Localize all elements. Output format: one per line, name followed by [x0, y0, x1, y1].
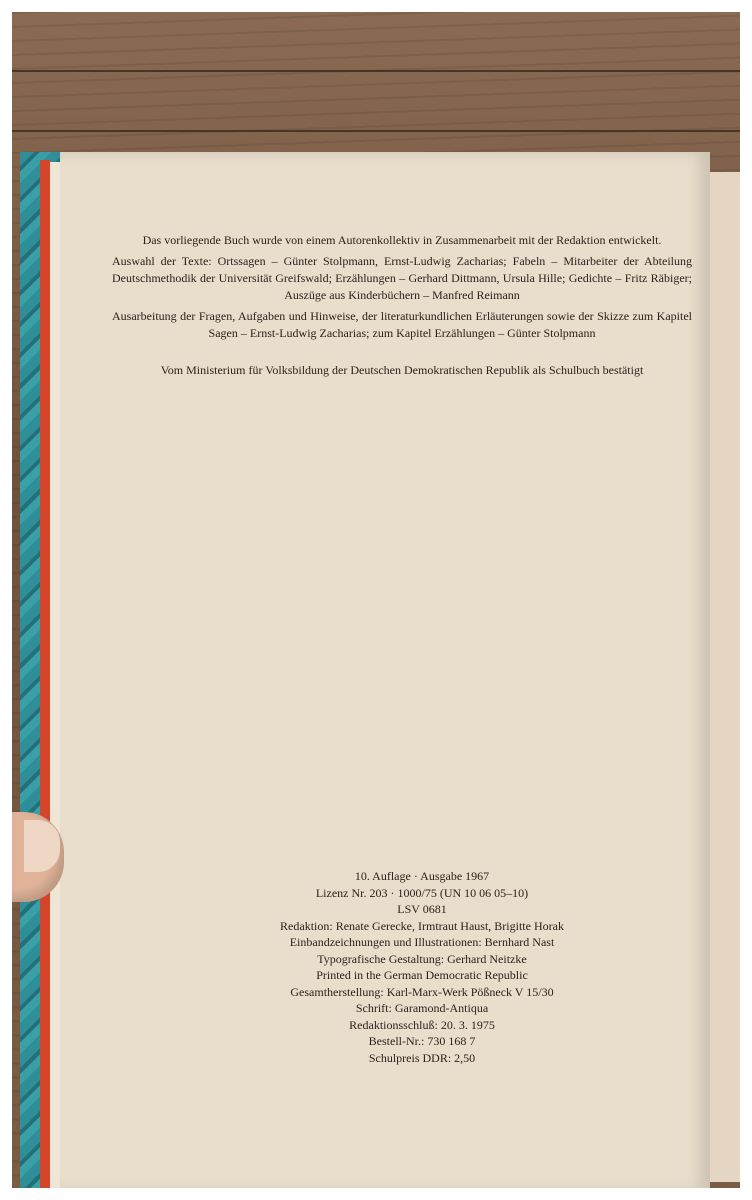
book-edge-red: [40, 160, 50, 1188]
colophon-lsv: LSV 0681: [397, 902, 447, 916]
credits-text-selection: Auswahl der Texte: Ortssagen – Günter Stolpmann, Ernst-Ludwig Zacharias; Fabeln – Mitarbeiter der Abteilung Deutschmethodik der Universität Greifswald; Erzählungen – Gerhard Dittmann, Ursula Hille; Gedichte – Fritz Räbiger; Auszüge aus Kinderbüchern – Manfred Reimann: [112, 254, 692, 302]
credits-exercises: Ausarbeitung der Fragen, Aufgaben und Hinweise, der literaturkundlichen Erläuterungen sowie der Skizze zum Kapitel Sagen – Ernst-Ludwig Zacharias; zum Kapitel Erzählungen – Günter Stolpmann: [112, 309, 692, 340]
colophon-deadline: Redaktionsschluß: 20. 3. 1975: [349, 1017, 495, 1032]
colophon-printed-in: Printed in the German Democratic Republic: [316, 968, 528, 982]
colophon-price: Schulpreis DDR: 2,50: [368, 1050, 476, 1065]
credits-intro: Das vorliegende Buch wurde von einem Autorenkollektiv in Zusammenarbeit mit der Redaktion entwickelt.: [142, 233, 662, 247]
colophon-order-number: Bestell-Nr.: 730 168 7: [368, 1034, 476, 1048]
colophon-production: Gesamtherstellung: Karl-Marx-Werk Pößneck V 15/30: [290, 984, 554, 999]
colophon-editors: Redaktion: Renate Gerecke, Irmtraut Haust, Brigitte Horak: [280, 918, 564, 933]
colophon-illustrations: Einbandzeichnungen und Illustrationen: Bernhard Nast: [289, 935, 555, 949]
colophon-font: Schrift: Garamond-Antiqua: [355, 1001, 489, 1015]
colophon-block: [212, 868, 632, 1066]
colophon-typography: Typografische Gestaltung: Gerhard Neitzke: [317, 951, 527, 966]
thumbnail-nail: [24, 820, 60, 872]
credits-block: [112, 232, 692, 383]
wood-plank-seam: [12, 130, 740, 132]
ministry-approval: Vom Ministerium für Volksbildung der Deutschen Demokratischen Republik als Schulbuch bestätigt: [160, 363, 644, 377]
colophon-license: Lizenz Nr. 203 · 1000/75 (UN 10 06 05–10): [315, 885, 529, 900]
colophon-edition: 10. Auflage · Ausgabe 1967: [354, 869, 490, 883]
wood-plank-seam: [12, 70, 740, 72]
photo-frame: [12, 12, 740, 1188]
